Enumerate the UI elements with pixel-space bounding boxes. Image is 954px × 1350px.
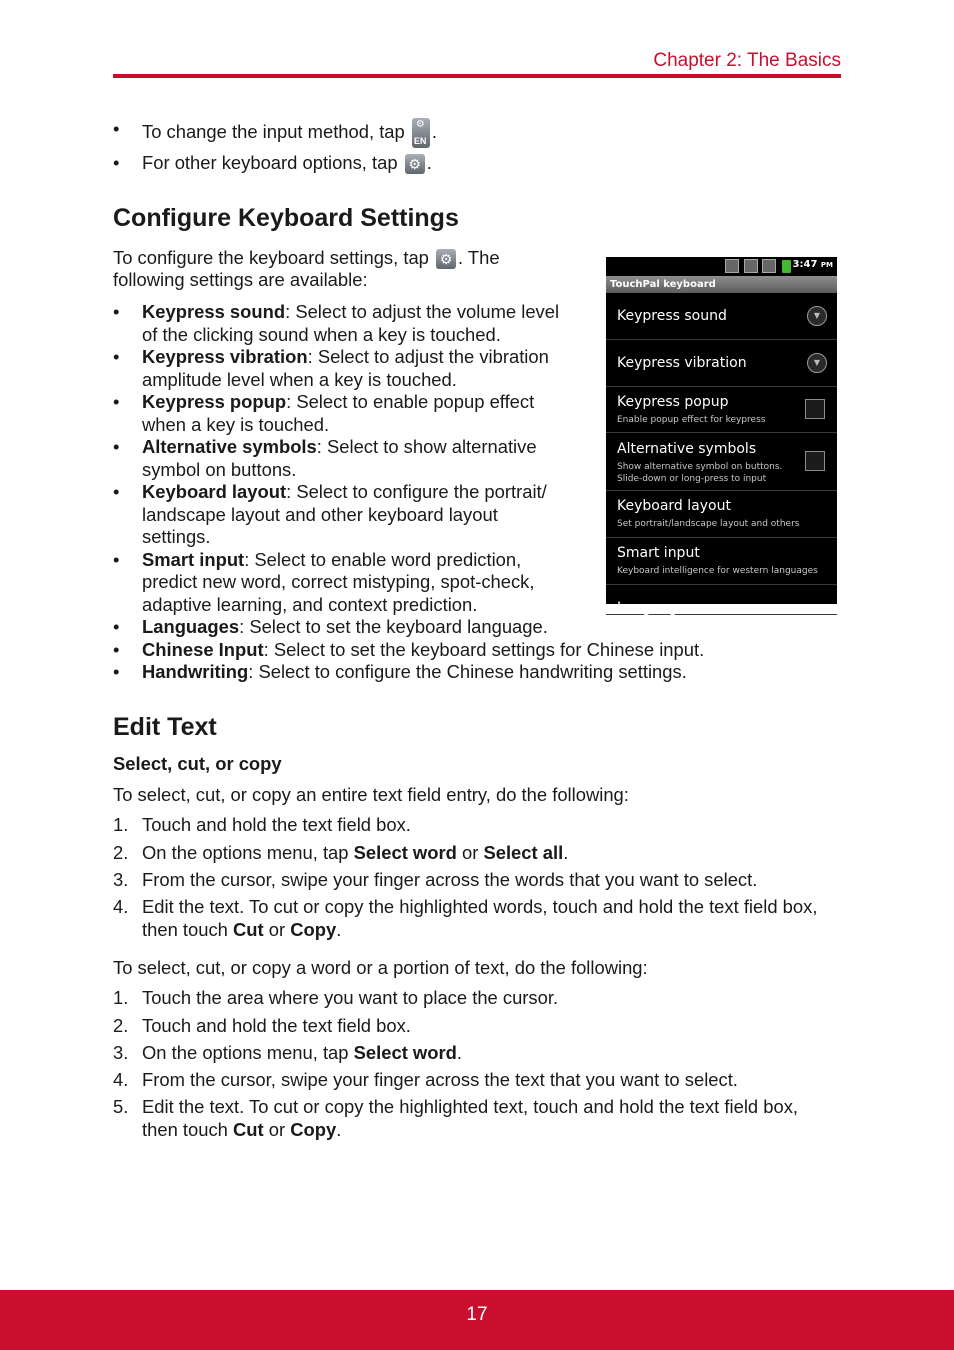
phone-pref-title: Keypress popup — [617, 394, 729, 410]
phone-pref-title: Languages — [617, 600, 694, 616]
step-number: 5. — [113, 1096, 129, 1117]
setting-item-line — [142, 301, 559, 324]
gear-icon: ⚙ — [405, 154, 425, 174]
time-ampm: PM — [820, 261, 833, 269]
intro-bullet-text: For other keyboard options, tap — [142, 152, 403, 173]
phone-pref-title: Keypress vibration — [617, 355, 747, 371]
bullet-marker: • — [113, 661, 120, 682]
phone-pref-row — [606, 491, 837, 538]
step-text — [142, 919, 341, 942]
bullet-marker: • — [113, 118, 120, 139]
setting-item-line — [142, 436, 537, 459]
setting-item-line — [142, 616, 548, 639]
step-emphasis: Cut — [233, 918, 264, 940]
edit-para-2: To select, cut, or copy a word or a portion of text, do the following: — [113, 957, 648, 978]
step-segment: Touch the area where you want to place the cursor. — [142, 987, 559, 1008]
step-text — [142, 987, 558, 1010]
step-segment: Edit the text. To cut or copy the highlighted text, touch and hold the text field box, — [142, 1096, 799, 1117]
dropdown-arrow-icon: ▼ — [807, 353, 827, 373]
step-number: 4. — [113, 896, 129, 917]
setting-desc: : Select to adjust the volume level — [285, 301, 560, 322]
step-text — [142, 896, 817, 919]
section-heading-edit-text: Edit Text — [113, 713, 217, 741]
setting-item-line — [142, 459, 296, 482]
setting-desc: : Select to configure the Chinese handwriting settings. — [248, 661, 687, 682]
checkbox-icon — [805, 451, 825, 471]
bullet-marker: • — [113, 548, 120, 570]
phone-pref-summary: Show alternative symbol on buttons. — [617, 462, 783, 472]
setting-item-line — [142, 526, 211, 549]
intro-bullet-after: . — [426, 152, 432, 173]
bullet-marker: • — [113, 391, 120, 412]
step-segment: or — [263, 1118, 291, 1140]
setting-item-line — [142, 369, 457, 392]
notification-icon — [744, 259, 758, 273]
setting-item-line — [142, 504, 498, 527]
setting-item-line — [142, 549, 521, 572]
setting-term: Handwriting — [142, 661, 249, 682]
phone-pref-title: Keyboard layout — [617, 498, 731, 514]
setting-item-line — [142, 346, 549, 369]
step-number: 1. — [113, 814, 129, 835]
setting-item-line — [142, 391, 534, 414]
section-heading-configure: Configure Keyboard Settings — [113, 204, 459, 232]
bullet-marker: • — [113, 436, 120, 457]
setting-item-line — [142, 481, 547, 504]
time-value: 3:47 — [792, 259, 818, 270]
step-number: 1. — [113, 987, 129, 1008]
step-segment: Touch and hold the text field box. — [142, 1015, 411, 1036]
setting-term: Keyboard layout — [142, 481, 287, 502]
setting-desc: : Select to show alternative — [316, 436, 537, 457]
setting-term: Languages — [142, 616, 240, 637]
setting-item-line — [142, 571, 534, 594]
intro-bullet-keyboard-options — [142, 152, 432, 175]
phone-title-bar: TouchPal keyboard — [606, 276, 837, 293]
step-segment: . — [336, 1118, 342, 1140]
step-segment: or — [263, 918, 291, 940]
intro-bullet-text: To change the input method, tap — [142, 120, 410, 142]
setting-desc: : Select to enable popup effect — [286, 391, 535, 412]
battery-icon — [782, 260, 791, 273]
step-number: 3. — [113, 869, 129, 890]
setting-item-line — [142, 414, 329, 437]
setting-desc: adaptive learning, and context prediction. — [142, 593, 478, 615]
setting-item-line — [142, 661, 687, 684]
setting-item-line — [142, 324, 501, 347]
chapter-header: Chapter 2: The Basics — [653, 50, 841, 71]
edit-para-1: To select, cut, or copy an entire text field entry, do the following: — [113, 784, 629, 805]
step-segment: . — [563, 842, 569, 863]
bullet-marker: • — [113, 152, 120, 173]
phone-pref-row — [606, 433, 837, 491]
step-segment: Edit the text. To cut or copy the highlighted words, touch and hold the text field box, — [142, 896, 818, 917]
bullet-marker: • — [113, 638, 120, 660]
step-segment: From the cursor, swipe your finger across the words that you want to select. — [142, 869, 758, 890]
setting-desc: : Select to adjust the vibration — [307, 346, 549, 367]
setting-desc: : Select to configure the portrait/ — [286, 481, 547, 502]
step-text — [142, 1015, 411, 1038]
header-rule — [113, 74, 841, 78]
step-segment: then touch — [142, 1118, 234, 1140]
bullet-marker: • — [113, 301, 120, 322]
en-keyboard-icon: ⚙ EN — [412, 118, 430, 148]
phone-pref-row — [606, 293, 837, 340]
bullet-marker: • — [113, 616, 120, 637]
phone-pref-row — [606, 585, 837, 615]
setting-desc: : Select to set the keyboard language. — [239, 616, 548, 637]
page-number: 17 — [466, 1304, 488, 1325]
step-number: 4. — [113, 1069, 129, 1090]
bullet-marker: • — [113, 481, 120, 502]
step-segment: . — [456, 1042, 462, 1063]
step-emphasis: Select all — [483, 842, 564, 863]
phone-pref-title: Keypress sound — [617, 308, 727, 324]
step-segment: On the options menu, tap — [142, 1042, 354, 1063]
step-emphasis: Cut — [233, 1118, 264, 1140]
step-segment: From the cursor, swipe your finger across the text that you want to select. — [142, 1069, 738, 1090]
phone-screenshot — [606, 257, 837, 616]
page-footer — [0, 1290, 954, 1350]
step-segment: or — [456, 842, 484, 863]
setting-desc: settings. — [142, 526, 211, 547]
setting-desc: : Select to set the keyboard settings for Chinese input. — [263, 638, 705, 660]
step-emphasis: Select word — [353, 1042, 457, 1063]
phone-pref-summary: Set portrait/landscape layout and others — [617, 519, 800, 529]
checkbox-icon — [805, 399, 825, 419]
setting-term: Keypress popup — [142, 391, 287, 412]
setting-term: Keypress sound — [142, 301, 286, 322]
setting-item-line — [142, 594, 477, 617]
intro-bullet-after: . — [431, 120, 438, 142]
setting-item-line — [142, 639, 704, 662]
setting-term: Keypress vibration — [142, 346, 308, 367]
phone-pref-summary: Enable popup effect for keypress — [617, 415, 766, 425]
configure-intro-text-end: . The — [458, 247, 500, 268]
setting-desc: amplitude level when a key is touched. — [142, 368, 457, 390]
intro-bullet-input-method — [142, 118, 437, 148]
setting-desc: of the clicking sound when a key is touched. — [142, 323, 501, 345]
step-number: 2. — [113, 1015, 129, 1036]
phone-pref-row — [606, 387, 837, 433]
step-segment: then touch — [142, 918, 234, 940]
setting-term: Smart input — [142, 548, 245, 570]
phone-pref-row — [606, 538, 837, 585]
phone-pref-summary: Slide-down or long-press to input — [617, 474, 767, 484]
setting-desc: landscape layout and other keyboard layout — [142, 503, 498, 525]
setting-desc: symbol on buttons. — [142, 458, 297, 480]
setting-desc: predict new word, correct mistyping, spot-check, — [142, 571, 535, 592]
phone-pref-title: Smart input — [617, 545, 700, 561]
bullet-marker: • — [113, 346, 120, 367]
step-text — [142, 869, 757, 892]
step-segment: . — [336, 918, 342, 940]
phone-pref-summary: Keyboard intelligence for western languages — [617, 566, 818, 576]
gear-icon: ⚙ — [436, 249, 456, 269]
step-number: 3. — [113, 1042, 129, 1063]
step-segment: On the options menu, tap — [142, 842, 354, 863]
step-text — [142, 1042, 462, 1065]
setting-desc: when a key is touched. — [142, 413, 330, 435]
status-bar — [606, 257, 837, 276]
setting-desc: : Select to enable word prediction, — [244, 548, 522, 570]
step-text — [142, 814, 411, 837]
step-segment: Touch and hold the text field box. — [142, 814, 411, 835]
setting-term: Alternative symbols — [142, 436, 317, 457]
step-emphasis: Copy — [290, 1118, 337, 1140]
configure-intro-line1 — [113, 247, 500, 270]
step-emphasis: Copy — [290, 918, 337, 940]
configure-intro-text: To configure the keyboard settings, tap — [113, 247, 435, 268]
phone-pref-title: Alternative symbols — [617, 441, 757, 457]
step-emphasis: Select word — [353, 842, 457, 863]
step-number: 2. — [113, 842, 129, 863]
subheading-select-cut-copy: Select, cut, or copy — [113, 753, 282, 774]
step-text — [142, 1069, 738, 1092]
status-time — [793, 259, 833, 270]
step-text — [142, 1096, 798, 1119]
phone-pref-row — [606, 340, 837, 387]
dropdown-arrow-icon: ▼ — [807, 306, 827, 326]
step-text — [142, 1119, 341, 1142]
setting-term: Chinese Input — [142, 638, 264, 660]
configure-intro-line2: following settings are available: — [113, 269, 368, 290]
step-text — [142, 842, 568, 865]
notification-icon — [762, 259, 776, 273]
notification-icon — [725, 259, 739, 273]
